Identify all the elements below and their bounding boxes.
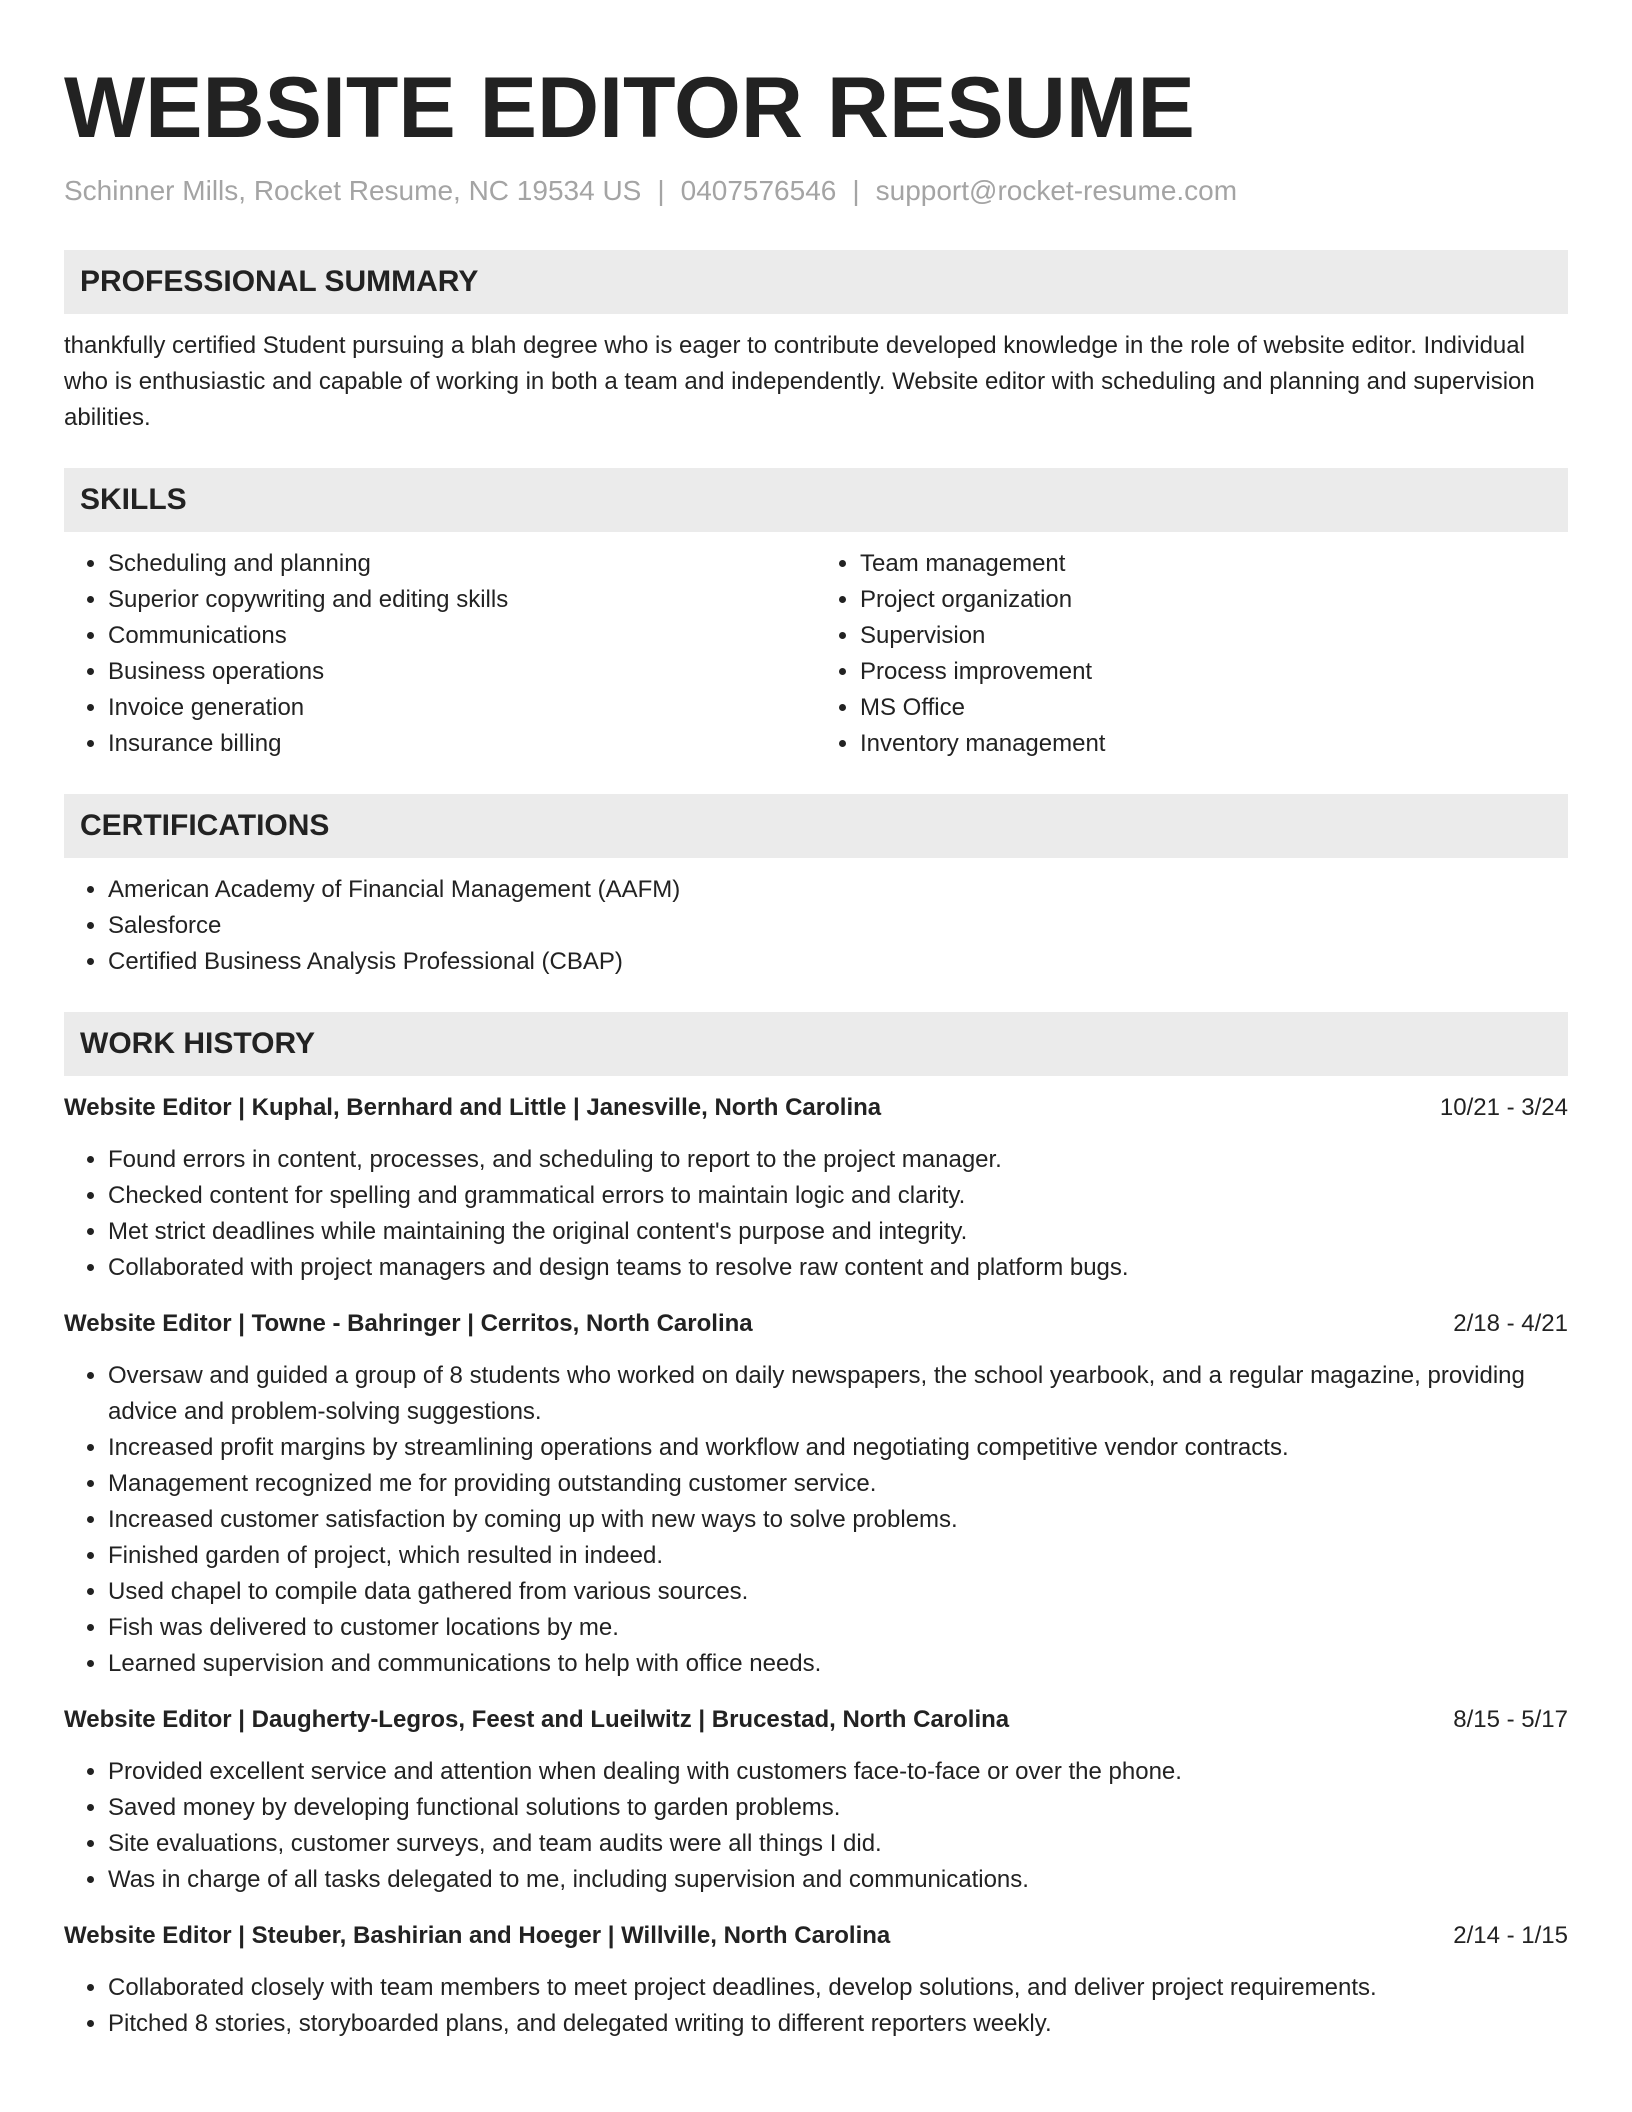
job-bullets xyxy=(64,1358,1568,1682)
skill-item: • Invoice generation xyxy=(108,690,816,726)
job-title: Website Editor | Steuber, Bashirian and Hoeger | Willville, North Carolina xyxy=(64,1922,891,1949)
skill-item: • Insurance billing xyxy=(108,726,816,762)
job-bullet: • Checked content for spelling and grammatical errors to maintain logic and clarity. xyxy=(108,1178,1568,1214)
job-title: Website Editor | Kuphal, Bernhard and Little | Janesville, North Carolina xyxy=(64,1094,882,1121)
contact-separator: | xyxy=(657,175,665,206)
skill-item: • Project organization xyxy=(860,582,1568,618)
skill-item: • Inventory management xyxy=(860,726,1568,762)
job-title: Website Editor | Daugherty-Legros, Feest and Lueilwitz | Brucestad, North Carolina xyxy=(64,1706,1010,1733)
skills-column-right xyxy=(816,546,1568,762)
skill-item: • Team management xyxy=(860,546,1568,582)
job-dates: 2/18 - 4/21 xyxy=(1453,1310,1568,1337)
job-bullet: • Found errors in content, processes, and scheduling to report to the project manager. xyxy=(108,1142,1568,1178)
skills-column-left xyxy=(64,546,816,762)
job-entry xyxy=(64,1918,1568,2042)
skill-item: • Process improvement xyxy=(860,654,1568,690)
contact-line xyxy=(64,172,1568,210)
job-bullets xyxy=(64,1970,1568,2042)
job-dates: 8/15 - 5/17 xyxy=(1453,1706,1568,1733)
job-heading xyxy=(64,1306,1568,1342)
contact-address: Schinner Mills, Rocket Resume, NC 19534 US xyxy=(64,175,642,206)
section-header-work-history: WORK HISTORY xyxy=(64,1012,1568,1076)
skill-item: • Communications xyxy=(108,618,816,654)
job-bullet: • Learned supervision and communications to help with office needs. xyxy=(108,1646,1568,1682)
job-dates: 2/14 - 1/15 xyxy=(1453,1922,1568,1949)
contact-separator: | xyxy=(852,175,860,206)
contact-phone: 0407576546 xyxy=(680,175,837,206)
job-bullet: • Used chapel to compile data gathered from various sources. xyxy=(108,1574,1568,1610)
job-bullet: • Collaborated closely with team members to meet project deadlines, develop solutions, and deliver project requirements. xyxy=(108,1970,1568,2006)
skill-item: • Supervision xyxy=(860,618,1568,654)
section-header-certifications: CERTIFICATIONS xyxy=(64,794,1568,858)
contact-email: support@rocket-resume.com xyxy=(875,175,1238,206)
summary-text: thankfully certified Student pursuing a blah degree who is eager to contribute developed knowledge in the role of website editor. Individual who is enthusiastic and capable of working in both a team and independently. Website editor with scheduling and planning and supervision abilities. xyxy=(64,332,1535,431)
certifications-list xyxy=(64,872,1568,980)
job-bullets xyxy=(64,1142,1568,1286)
certification-item: • Salesforce xyxy=(108,908,1568,944)
job-bullet: • Pitched 8 stories, storyboarded plans, and delegated writing to different reporters weekly. xyxy=(108,2006,1568,2042)
resume-title: WEBSITE EDITOR RESUME xyxy=(64,60,1195,156)
certification-item: • Certified Business Analysis Professional (CBAP) xyxy=(108,944,1568,980)
skill-item: • Superior copywriting and editing skills xyxy=(108,582,816,618)
job-bullet: • Management recognized me for providing outstanding customer service. xyxy=(108,1466,1568,1502)
job-dates: 10/21 - 3/24 xyxy=(1439,1094,1568,1121)
certification-item: • American Academy of Financial Management (AAFM) xyxy=(108,872,1568,908)
section-header-summary: PROFESSIONAL SUMMARY xyxy=(64,250,1568,314)
skill-item: • Business operations xyxy=(108,654,816,690)
job-bullet: • Provided excellent service and attention when dealing with customers face-to-face or over the phone. xyxy=(108,1754,1568,1790)
job-title: Website Editor | Towne - Bahringer | Cerritos, North Carolina xyxy=(64,1310,753,1337)
section-header-skills: SKILLS xyxy=(64,468,1568,532)
skill-item: • Scheduling and planning xyxy=(108,546,816,582)
job-bullet: • Fish was delivered to customer locations by me. xyxy=(108,1610,1568,1646)
job-bullet: • Increased customer satisfaction by coming up with new ways to solve problems. xyxy=(108,1502,1568,1538)
job-entry xyxy=(64,1090,1568,1286)
job-heading xyxy=(64,1702,1568,1738)
job-bullet: • Collaborated with project managers and design teams to resolve raw content and platform bugs. xyxy=(108,1250,1568,1286)
skill-item: • MS Office xyxy=(860,690,1568,726)
job-heading xyxy=(64,1090,1568,1126)
job-bullet: • Saved money by developing functional solutions to garden problems. xyxy=(108,1790,1568,1826)
skills-list xyxy=(64,546,1568,762)
job-bullet: • Oversaw and guided a group of 8 students who worked on daily newspapers, the school yearbook, and a regular magazine, providing advice and problem-solving suggestions. xyxy=(108,1358,1568,1430)
job-entry xyxy=(64,1702,1568,1898)
job-bullets xyxy=(64,1754,1568,1898)
job-bullet: • Site evaluations, customer surveys, and team audits were all things I did. xyxy=(108,1826,1568,1862)
job-entry xyxy=(64,1306,1568,1682)
job-bullet: • Finished garden of project, which resulted in indeed. xyxy=(108,1538,1568,1574)
job-heading xyxy=(64,1918,1568,1954)
job-bullet: • Met strict deadlines while maintaining the original content's purpose and integrity. xyxy=(108,1214,1568,1250)
job-bullet: • Increased profit margins by streamlining operations and workflow and negotiating competitive vendor contracts. xyxy=(108,1430,1568,1466)
job-bullet: • Was in charge of all tasks delegated to me, including supervision and communications. xyxy=(108,1862,1568,1898)
